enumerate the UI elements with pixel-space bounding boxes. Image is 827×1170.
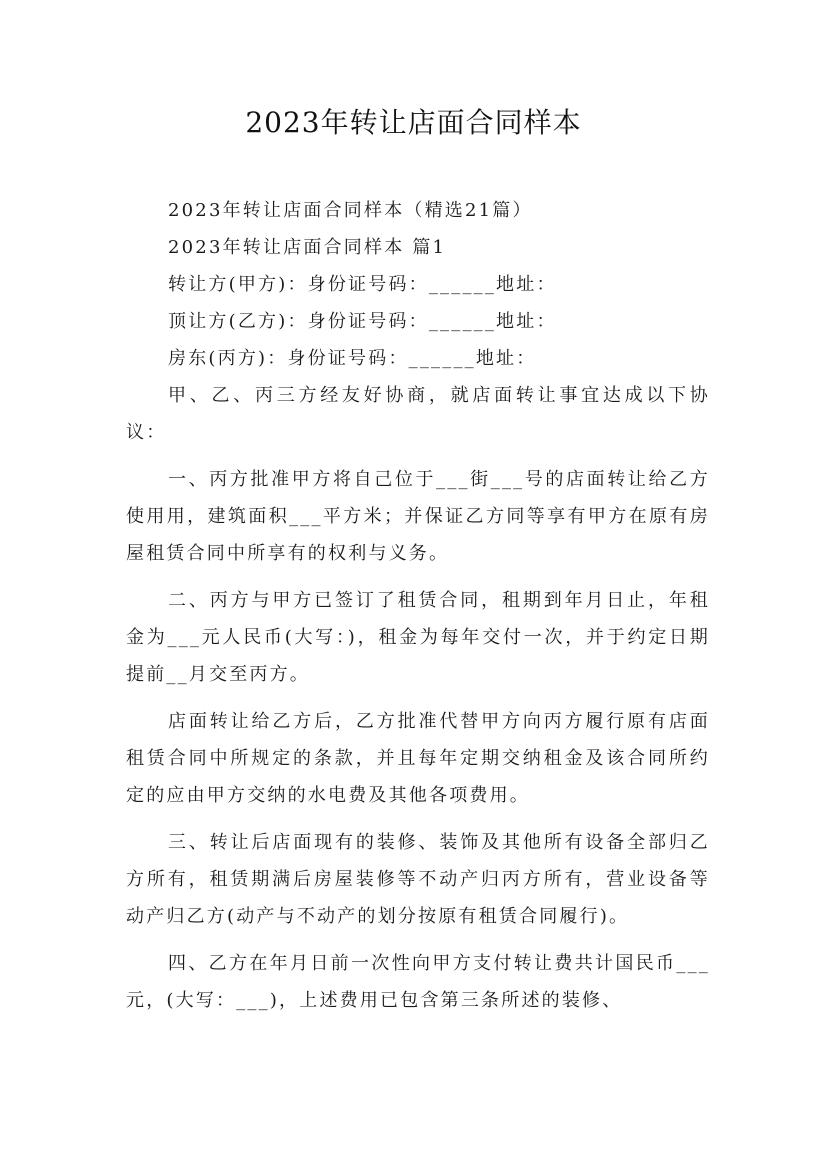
document-body (126, 192, 710, 1019)
paragraph-party-b: 顶让方(乙方)：身份证号码：______地址： (168, 311, 557, 332)
paragraph-party-a: 转让方(甲方)：身份证号码：______地址： (168, 274, 557, 295)
paragraph-party-c: 房东(丙方)：身份证号码：______地址： (168, 348, 537, 369)
paragraph-clause-4: 四、乙方在年月日前一次性向甲方支付转让费共计国民币___元，(大写：___)，上述费用已包含第三条所述的装修、 (126, 953, 710, 1011)
paragraph-clause-2: 二、丙方与甲方已签订了租赁合同，租期到年月日止，年租金为___元人民币(大写：)，租金为每年交付一次，并于约定日期提前__月交至丙方。 (126, 590, 710, 685)
paragraph-collection-heading: 2023年转让店面合同样本（精选21篇） (168, 200, 533, 221)
paragraph-agreement-intro: 甲、乙、丙三方经友好协商，就店面转让事宜达成以下协议： (126, 385, 710, 443)
paragraph-clause-2-continued: 店面转让给乙方后，乙方批准代替甲方向丙方履行原有店面租赁合同中所规定的条款，并且每年定期交纳租金及该合同所约定的应由甲方交纳的水电费及其他各项费用。 (126, 711, 710, 806)
paragraph-clause-1: 一、丙方批准甲方将自己位于___街___号的店面转让给乙方使用用，建筑面积___平方米；并保证乙方同等享有甲方在原有房屋租赁合同中所享有的权利与义务。 (126, 469, 710, 564)
paragraph-clause-3: 三、转让后店面现有的装修、装饰及其他所有设备全部归乙方所有，租赁期满后房屋装修等不动产归丙方所有，营业设备等动产归乙方(动产与不动产的划分按原有租赁合同履行)。 (126, 832, 710, 927)
paragraph-article-heading: 2023年转让店面合同样本 篇1 (168, 237, 447, 258)
document-title: 2023年转让店面合同样本 (245, 106, 582, 139)
